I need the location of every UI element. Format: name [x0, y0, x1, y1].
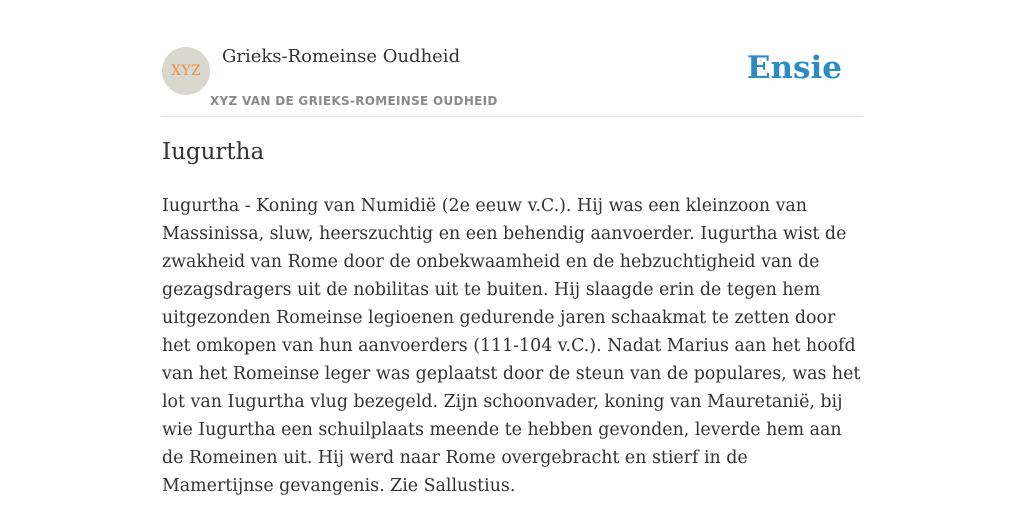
source-avatar[interactable]: XYZ	[162, 47, 210, 95]
source-title[interactable]: Grieks-Romeinse Oudheid	[222, 46, 461, 67]
source-subtitle[interactable]: XYZ VAN DE GRIEKS-ROMEINSE OUDHEID	[210, 94, 498, 108]
entry-body: Iugurtha - Koning van Numidië (2e eeuw v.C.). Hij was een kleinzoon van Massinissa, sluw, heerszuchtig en een behendig aanvoerder. Iugurtha wist de zwakheid van Rome door de onbekwaamheid en de hebzuchtigheid van de gezagsdragers uit de nobilitas uit te buiten. Hij slaagde erin de tegen hem uitgezonden Romeinse legioenen gedurende jaren schaakmat te zetten door het omkopen van hun aanvoerders (111-104 v.C.). Nadat Marius aan het hoofd van het Romeinse leger was geplaatst door de steun van de populares, was het lot van Iugurtha vlug bezegeld. Zijn schoonvader, koning van Mauretanië, bij wie Iugurtha een schuilplaats meende te hebben gevonden, leverde hem aan de Romeinen uit. Hij werd naar Rome overgebracht en stierf in de Mamertijnse gevangenis. Zie Sallustius.	[162, 196, 861, 496]
source-header	[162, 40, 862, 117]
entry-title: Iugurtha	[162, 139, 265, 165]
ensie-logo[interactable]: Ensie	[746, 50, 842, 86]
